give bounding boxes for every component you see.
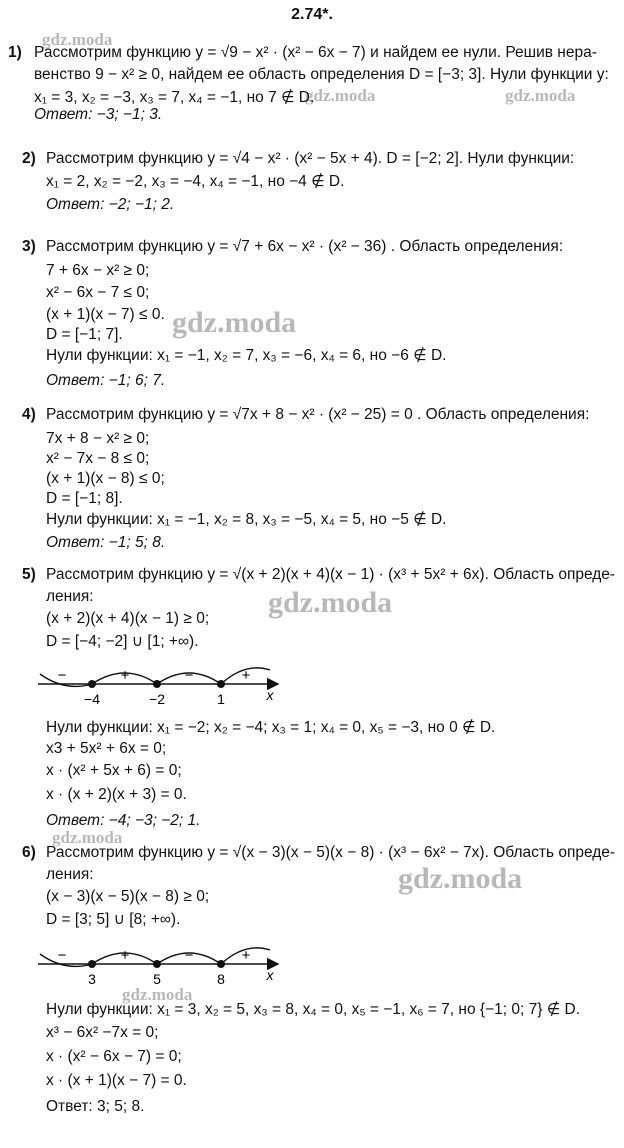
sign-label: − [184, 667, 194, 684]
text-line: x · (x + 2)(x + 3) = 0. [46, 786, 187, 803]
text-line: x · (x² − 6x − 7) = 0; [46, 1048, 182, 1065]
text-line: Рассмотрим функцию y = √4 − x² · (x² − 5x + 4). D = [−2; 2]. Нули функции: [46, 150, 575, 167]
text-line: Нули функции: x₁ = −1, x₂ = 7, x₃ = −6, x₄ = 6, но −6 ∉ D. [46, 347, 447, 364]
text-line: (x + 2)(x + 4)(x − 1) ≥ 0; [46, 610, 210, 627]
text-line: x³ − 6x² −7x = 0; [46, 1024, 159, 1041]
tick-label: 5 [153, 971, 161, 987]
sign-label: + [241, 667, 251, 684]
text-line: x · (x² + 5x + 6) = 0; [46, 762, 182, 779]
item-number: 1) [8, 44, 22, 61]
item-number: 2) [22, 150, 36, 167]
text-line: венство 9 − x² ≥ 0, найдем ее область определения D = [−3; 3]. Нули функции y: [34, 66, 609, 83]
text-line: 7x + 8 − x² ≥ 0; [46, 430, 150, 447]
sign-chart-6 [30, 940, 290, 990]
critical-point [88, 680, 96, 688]
tick-label: 8 [217, 971, 225, 987]
watermark: gdz.moda [52, 828, 123, 847]
text-line: ления: [46, 588, 94, 605]
text-line: Рассмотрим функцию y = √7x + 8 − x² · (x² − 25) = 0 . Область определения: [46, 406, 590, 423]
watermark: gdz.moda [42, 30, 113, 49]
text-line: x3 + 5x² + 6x = 0; [46, 740, 167, 757]
item-number: 3) [22, 238, 36, 255]
tick-label: 3 [88, 971, 96, 987]
text-line: x² − 7x − 8 ≤ 0; [46, 450, 150, 467]
answer-line: Ответ: 3; 5; 8. [46, 1098, 145, 1115]
item-number: 5) [22, 566, 36, 583]
critical-point [217, 960, 225, 968]
text-line: Нули функции: x₁ = −1, x₂ = 8, x₃ = −5, x₄ = 5, но −5 ∉ D. [46, 511, 447, 528]
answer-line: Ответ: −3; −1; 3. [34, 106, 163, 123]
problem-title: 2.74*. [291, 6, 333, 23]
critical-point [153, 680, 161, 688]
sign-label: + [120, 667, 130, 684]
watermark: gdz.moda [505, 86, 576, 105]
tick-label: −2 [149, 691, 165, 707]
sign-chart-5 [30, 660, 290, 710]
text-line: Рассмотрим функцию y = √(x + 2)(x + 4)(x − 1) · (x³ + 5x² + 6x). Область опреде- [46, 566, 616, 583]
text-line: Рассмотрим функцию y = √9 − x² · (x² − 6x − 7) и найдем ее нули. Решив нера- [34, 44, 597, 61]
tick-label: −4 [84, 691, 100, 707]
sign-label: − [184, 947, 194, 964]
text-line: Нули функции: x₁ = 3, x₂ = 5, x₃ = 8, x₄ = 0, x₅ = −1, x₆ = 7, но {−1; 0; 7} ∉ D. [46, 1001, 581, 1018]
text-line: Нули функции: x₁ = −2; x₂ = −4; x₃ = 1; x₄ = 0, x₅ = −3, но 0 ∉ D. [46, 719, 496, 736]
sign-label: − [57, 667, 67, 684]
axis-label: x [266, 687, 274, 703]
answer-line: Ответ: −2; −1; 2. [46, 196, 175, 213]
answer-line: Ответ: −4; −3; −2; 1. [46, 812, 201, 829]
text-line: D = [−1; 8]. [46, 490, 123, 507]
text-line: D = [3; 5] ∪ [8; +∞). [46, 911, 181, 928]
critical-point [217, 680, 225, 688]
critical-point [88, 960, 96, 968]
watermark: gdz.moda [268, 586, 393, 619]
answer-line: Ответ: −1; 5; 8. [46, 534, 166, 551]
sign-label: − [57, 947, 67, 964]
answer-line: Ответ: −1; 6; 7. [46, 372, 166, 389]
text-line: ления: [46, 866, 94, 883]
watermark: gdz.moda [305, 86, 376, 105]
text-line: (x + 1)(x − 7) ≤ 0. [46, 306, 165, 323]
text-line: (x − 3)(x − 5)(x − 8) ≥ 0; [46, 888, 210, 905]
item-number: 6) [22, 844, 36, 861]
sign-label: + [241, 947, 251, 964]
critical-point [153, 960, 161, 968]
text-line: Рассмотрим функцию y = √7 + 6x − x² · (x² − 36) . Область определения: [46, 238, 564, 255]
text-line: D = [−1; 7]. [46, 326, 123, 343]
text-line: x² − 6x − 7 ≤ 0; [46, 284, 150, 301]
tick-label: 1 [217, 691, 225, 707]
text-line: (x + 1)(x − 8) ≤ 0; [46, 470, 165, 487]
item-number: 4) [22, 406, 36, 423]
watermark: gdz.moda [398, 862, 523, 895]
text-line: Рассмотрим функцию y = √(x − 3)(x − 5)(x − 8) · (x³ − 6x² − 7x). Область опреде- [46, 844, 616, 861]
sign-label: + [120, 947, 130, 964]
text-line: x₁ = 3, x₂ = −3, x₃ = 7, x₄ = −1, но 7 ∉ D. [34, 89, 315, 106]
text-line: D = [−4; −2] ∪ [1; +∞). [46, 633, 199, 650]
watermark: gdz.moda [122, 985, 193, 1004]
text-line: 7 + 6x − x² ≥ 0; [46, 262, 150, 279]
watermark: gdz.moda [172, 306, 297, 339]
text-line: x₁ = 2, x₂ = −2, x₃ = −4, x₄ = −1, но −4 ∉ D. [46, 173, 345, 190]
text-line: x · (x + 1)(x − 7) = 0. [46, 1072, 187, 1089]
axis-label: x [266, 967, 274, 983]
